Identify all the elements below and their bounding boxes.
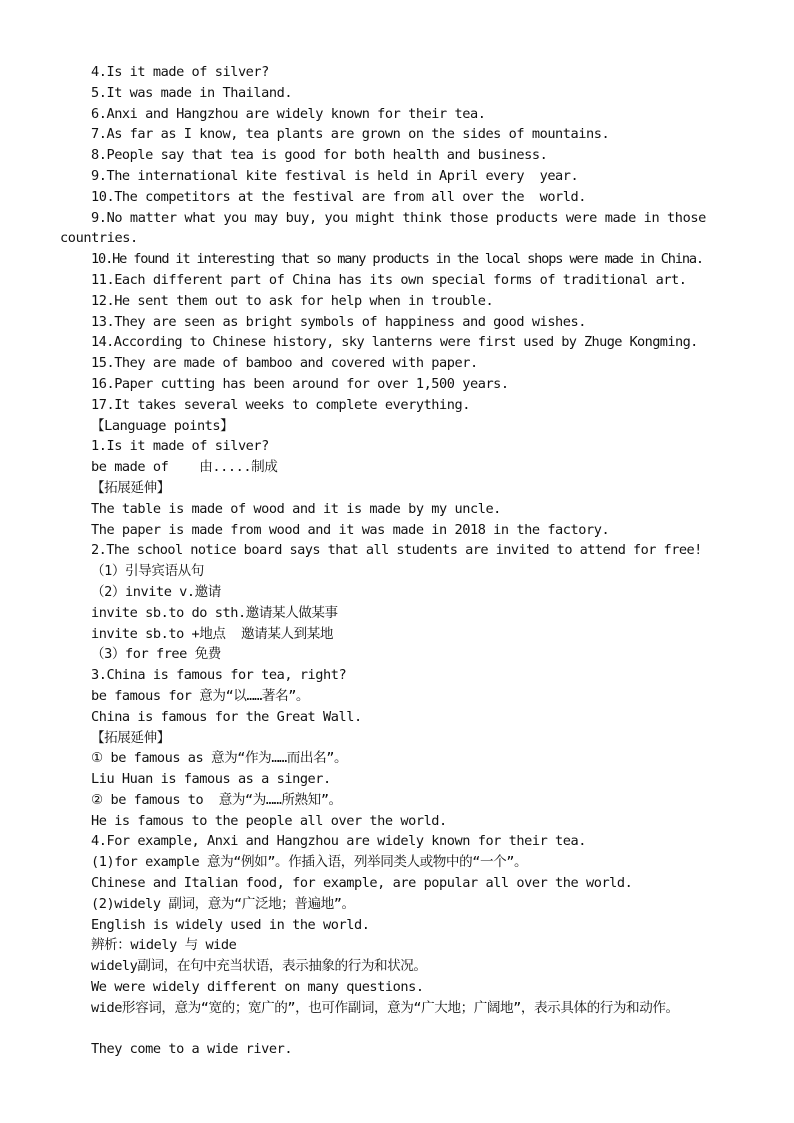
sentence-9: 9.The international kite festival is held in April every year. xyxy=(91,167,579,184)
point-4-title: 4.For example, Anxi and Hangzhou are widely known for their tea. xyxy=(91,833,586,850)
document-page xyxy=(60,62,736,1060)
sentence-9b: 9.No matter what you may buy, you might think those products were made in those countries. xyxy=(60,209,706,247)
point-4-widely-example: English is widely used in the world. xyxy=(91,916,370,933)
point-4-widely-sentence: We were widely different on many questions. xyxy=(91,979,424,996)
sentence-17: 17.It takes several weeks to complete everything. xyxy=(91,396,470,413)
point-4-wide-definition: wide形容词，意为“宽的；宽广的”，也可作副词，意为“广大地；广阔地”，表示具体的行为和动作。 xyxy=(91,999,679,1016)
sentence-10b: 10.He found it interesting that so many products in the local shops were made in China. xyxy=(91,251,703,268)
sentence-8: 8.People say that tea is good for both health and business. xyxy=(91,147,548,164)
sentence-5: 5.It was made in Thailand. xyxy=(91,84,293,101)
point-3-phrase: be famous for 意为“以……著名”。 xyxy=(91,687,310,704)
point-4-widely: (2)widely 副词，意为“广泛地；普遍地”。 xyxy=(91,895,355,912)
point-1-example-2: The paper is made from wood and it was made in 2018 in the factory. xyxy=(91,521,610,538)
point-4-comparison-heading: 辨析：widely 与 wide xyxy=(91,937,237,954)
point-4-wide-sentence: They come to a wide river. xyxy=(91,1041,293,1058)
sentence-4: 4.Is it made of silver? xyxy=(91,64,269,80)
point-2-note-2: （2）invite v.邀请 xyxy=(91,583,221,600)
point-3-famous-as: ① be famous as 意为“作为……而出名”。 xyxy=(91,750,348,767)
point-3-famous-to-example: He is famous to the people all over the world. xyxy=(91,812,447,829)
point-4-for-example-sentence: Chinese and Italian food, for example, are popular all over the world. xyxy=(91,875,633,892)
sentence-6: 6.Anxi and Hangzhou are widely known for their tea. xyxy=(91,105,486,122)
sentence-12: 12.He sent them out to ask for help when in trouble. xyxy=(91,292,494,309)
point-2-title: 2.The school notice board says that all students are invited to attend for free! xyxy=(91,542,702,559)
point-1-example-1: The table is made of wood and it is made by my uncle. xyxy=(91,500,501,517)
point-2-note-3: （3）for free 免费 xyxy=(91,646,221,663)
point-3-famous-to: ② be famous to 意为“为……所熟知”。 xyxy=(91,791,342,808)
point-1-title: 1.Is it made of silver? xyxy=(91,438,269,455)
sentence-10: 10.The competitors at the festival are from all over the world. xyxy=(91,188,586,205)
section-heading-language-points: 【Language points】 xyxy=(91,417,234,434)
point-2-usage-2: invite sb.to +地点 邀请某人到某地 xyxy=(91,625,334,642)
point-1-phrase: be made of 由.....制成 xyxy=(91,459,278,476)
point-3-example: China is famous for the Great Wall. xyxy=(91,708,362,725)
extension-heading-1: 【拓展延伸】 xyxy=(91,479,170,496)
point-2-note-1: （1）引导宾语从句 xyxy=(91,563,204,580)
extension-heading-2: 【拓展延伸】 xyxy=(91,729,170,746)
point-4-widely-definition: widely副词，在句中充当状语，表示抽象的行为和状况。 xyxy=(91,958,427,975)
sentence-13: 13.They are seen as bright symbols of happiness and good wishes. xyxy=(91,313,586,330)
sentence-14: 14.According to Chinese history, sky lanterns were first used by Zhuge Kongming. xyxy=(91,334,698,351)
sentence-15: 15.They are made of bamboo and covered with paper. xyxy=(91,355,478,372)
sentence-11: 11.Each different part of China has its own special forms of traditional art. xyxy=(91,271,687,288)
point-2-usage-1: invite sb.to do sth.邀请某人做某事 xyxy=(91,604,338,621)
point-3-famous-as-example: Liu Huan is famous as a singer. xyxy=(91,771,331,788)
point-4-for-example: (1)for example 意为“例如”。作插入语，列举同类人或物中的“一个”。 xyxy=(91,854,528,871)
point-3-title: 3.China is famous for tea, right? xyxy=(91,667,347,684)
sentence-16: 16.Paper cutting has been around for over 1,500 years. xyxy=(91,375,509,392)
sentence-7: 7.As far as I know, tea plants are grown on the sides of mountains. xyxy=(91,126,610,143)
